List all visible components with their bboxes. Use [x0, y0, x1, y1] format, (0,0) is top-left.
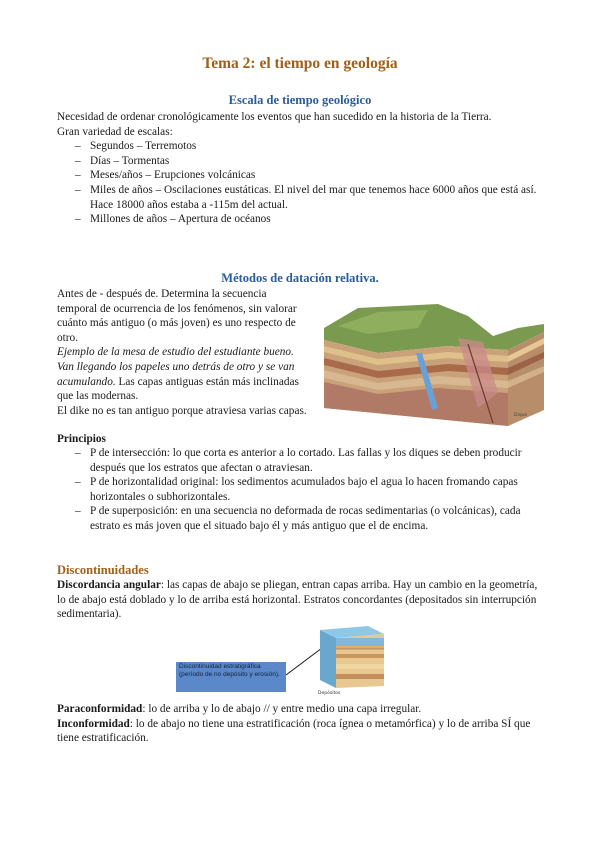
inconformity-paragraph	[57, 717, 547, 746]
paraconformity-paragraph	[57, 702, 547, 717]
incon-term: Inconformidad	[57, 717, 130, 730]
list-item: – P de intersección: lo que corta es anterior a lo cortado. Las fallas y los diques se deben producir después que los estratos que afectan o atraviesan.	[57, 446, 547, 475]
angular-unconformity-text	[57, 578, 547, 622]
list-item: – Segundos – Terremotos	[57, 139, 547, 154]
timescale-intro-2: Gran variedad de escalas:	[57, 125, 173, 138]
example-text: Las capas antiguas están más inclinadas que las modernas.	[57, 375, 299, 403]
list-item: – Meses/años – Erupciones volcánicas	[57, 168, 547, 183]
section-heading-relative-dating: Métodos de datación relativa.	[221, 271, 379, 285]
list-item: – P de superposición: en una secuencia no deformada de rocas sedimentarias (o volcánicas), cada estrato es más joven que el situado bajo él y más antiguo que el de encima.	[57, 504, 547, 533]
timescale-intro: Necesidad de ordenar cronológicamente los eventos que han sucedido en la historia de la Tierra.	[57, 111, 492, 123]
strata-caption: Depósitos	[318, 691, 341, 696]
geology-block-diagram	[318, 298, 546, 433]
angular-term: Discordancia angular	[57, 579, 161, 591]
list-item: – Días – Tormentas	[57, 154, 547, 169]
principles-heading: Principios	[57, 433, 106, 445]
section-heading-timescale: Escala de tiempo geológico	[228, 93, 372, 107]
list-item: – P de horizontalidad original: los sedimentos acumulados bajo el agua lo hacen fromando capas horizontales o subhorizontales.	[57, 475, 547, 504]
example-italic: Ejemplo de la mesa de estudio del estudiante bueno. Van llegando los papeles uno detrás de otro y se van acumulando.	[57, 346, 295, 388]
dike-note: El dike no es tan antiguo porque atraviesa varias capas.	[57, 404, 307, 417]
other-discontinuities	[57, 702, 547, 746]
list-item: – Millones de años – Apertura de océanos	[57, 212, 547, 227]
list-item: – Miles de años – Oscilaciones eustáticas. El nivel del mar que tenemos hace 6000 años que está así. Hace 18000 años estaba a -115m del actual.	[57, 183, 547, 212]
section-heading-discontinuities: Discontinuidades	[57, 563, 149, 577]
relative-dating-example	[57, 345, 307, 403]
section-timescale	[57, 110, 547, 227]
strata-block-diagram	[318, 624, 386, 696]
timescale-list	[57, 139, 547, 227]
principles-list	[57, 446, 547, 534]
para-term: Paraconformidad	[57, 703, 143, 715]
diagram-label: Dique	[514, 413, 528, 418]
incon-desc: : lo de abajo no tiene una estratificación (roca ígnea o metamórfica) y lo de arriba SÍ que tiene estratificación.	[57, 717, 531, 745]
relative-dating-definition: Antes de - después de. Determina la secuencia temporal de ocurrencia de los fenómenos, sin valorar cuánto más antiguo (o más joven) es uno respecto de otro.	[57, 288, 297, 344]
principles-section	[57, 446, 547, 534]
angular-desc: : las capas de abajo se pliegan, entran capas arriba. Hay un cambio en la geometría, lo de abajo está doblado y lo de arriba está horizontal. Estratos concordantes (depositados sin interrupción sedimentaria).	[57, 579, 538, 621]
relative-dating-text	[57, 287, 307, 418]
para-desc: : lo de arriba y lo de abajo // y entre medio una capa irregular.	[142, 703, 422, 715]
page-title: Tema 2: el tiempo en geología	[202, 55, 398, 72]
angular-unconformity-paragraph	[57, 578, 547, 622]
discontinuity-callout: Discontinuidad estratigráfica (período de no depósito y erosión).	[176, 662, 286, 692]
